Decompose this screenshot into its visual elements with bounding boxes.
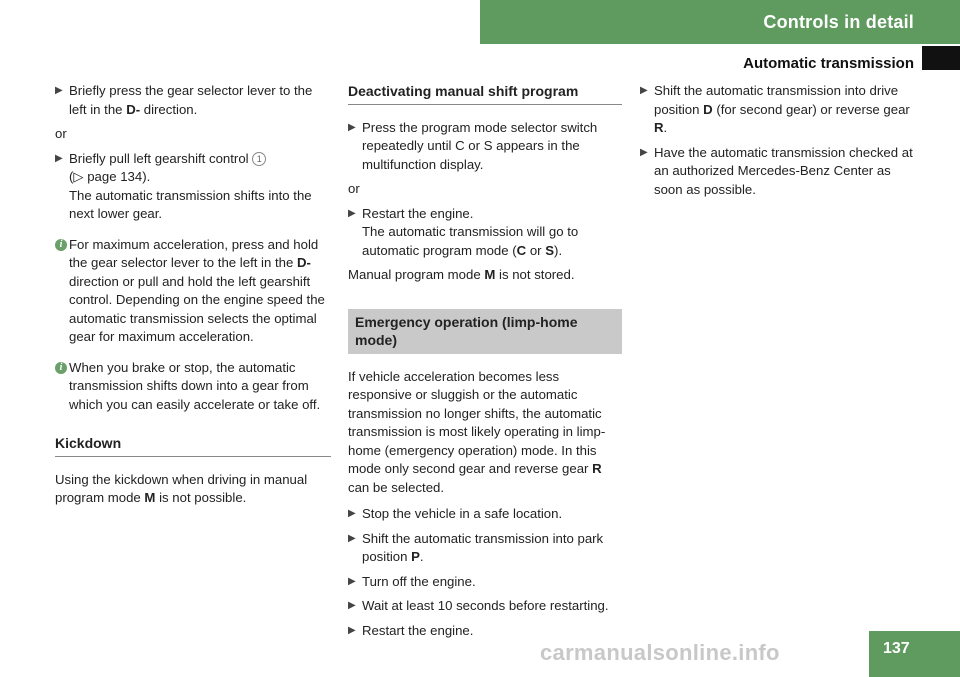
bullet-arrow-icon: ▶: [55, 85, 63, 96]
list-item: ▶ Stop the vehicle in a safe location.: [348, 505, 622, 524]
deactivating-heading: Deactivating manual shift program: [348, 82, 622, 105]
display-char-s: S: [483, 138, 493, 153]
bullet-arrow-icon: ▶: [348, 121, 356, 133]
manual-mode-note: Manual program mode M is not stored.: [348, 267, 575, 282]
column-middle: [348, 82, 622, 646]
display-char-c: C: [455, 138, 465, 153]
bullet-arrow-icon: ▶: [348, 575, 356, 587]
list-item: ▶ Shift the automatic transmission into park position P.: [348, 530, 604, 564]
bullet-arrow-icon: ▶: [348, 532, 356, 544]
section-title: Controls in detail: [763, 12, 914, 32]
list-item: ▶ Restart the engine.: [348, 622, 622, 641]
bullet-arrow-icon: ▶: [640, 85, 648, 96]
info-icon: i: [55, 239, 67, 251]
info-note: i When you brake or stop, the automatic transmission shifts down into a gear from which you can easily accelerate or take off.: [55, 359, 331, 415]
list-item: ▶ Turn off the engine.: [348, 573, 622, 592]
page-number: 137: [883, 640, 910, 657]
or-text: or: [55, 126, 67, 141]
info-icon: i: [55, 362, 67, 374]
page-number-tab: [869, 631, 960, 677]
list-item: ▶ Shift the automatic transmission into drive position D (for second gear) or reverse gear R.: [640, 83, 910, 135]
list-item: ▶ Wait at least 10 seconds before restarting.: [348, 597, 622, 616]
emergency-heading: Emergency operation (limp-home mode): [348, 309, 622, 354]
page-subtitle: Automatic transmission: [743, 55, 914, 72]
page-reference-link[interactable]: (▷ page 134).: [69, 169, 151, 184]
kickdown-heading: Kickdown: [55, 434, 331, 457]
list-item: ▶ Restart the engine. The automatic transmission will go to automatic program mode (C or S).: [348, 205, 579, 258]
list-item: ▶ Have the automatic transmission checked at an authorized Mercedes-Benz Center as soon as possible.: [640, 144, 913, 197]
callout-number-icon: 1: [252, 152, 266, 166]
kickdown-paragraph: Using the kickdown when driving in manual program mode M is not possible.: [55, 471, 308, 505]
list-item: ▶ Press the program mode selector switch repeatedly until C or S appears in the multifunction display.: [348, 119, 598, 172]
bullet-arrow-icon: ▶: [55, 152, 63, 164]
or-text: or: [348, 181, 360, 196]
bullet-arrow-icon: ▶: [348, 624, 356, 636]
bullet-arrow-icon: ▶: [348, 600, 356, 611]
info-note: i For maximum acceleration, press and hold the gear selector lever to the left in the D- direction or pull and hold the left gearshift control. Depending on the engine speed the automatic transmission selects the optimal gear for maximum acceleration.: [55, 236, 331, 347]
bullet-arrow-icon: ▶: [348, 508, 356, 519]
column-left: [55, 82, 331, 514]
bullet-arrow-icon: ▶: [348, 207, 356, 219]
header-marker-block: [922, 46, 960, 70]
list-item: ▶ Briefly pull left gearshift control 1 (▷ page 134). The automatic transmission shifts into the next lower gear.: [55, 150, 312, 221]
watermark: carmanualsonline.info: [540, 640, 780, 665]
list-item: ▶ Briefly press the gear selector lever to the left in the D- direction.: [55, 83, 313, 117]
emergency-paragraph: If vehicle acceleration becomes less responsive or sluggish or the automatic transmission no longer shifts, the automatic transmission is most likely operating in limp-home (emergency operation) mode. In this mode only second gear and reverse gear R can be selected.: [348, 368, 606, 495]
column-right: [640, 82, 917, 205]
bullet-arrow-icon: ▶: [640, 146, 648, 158]
